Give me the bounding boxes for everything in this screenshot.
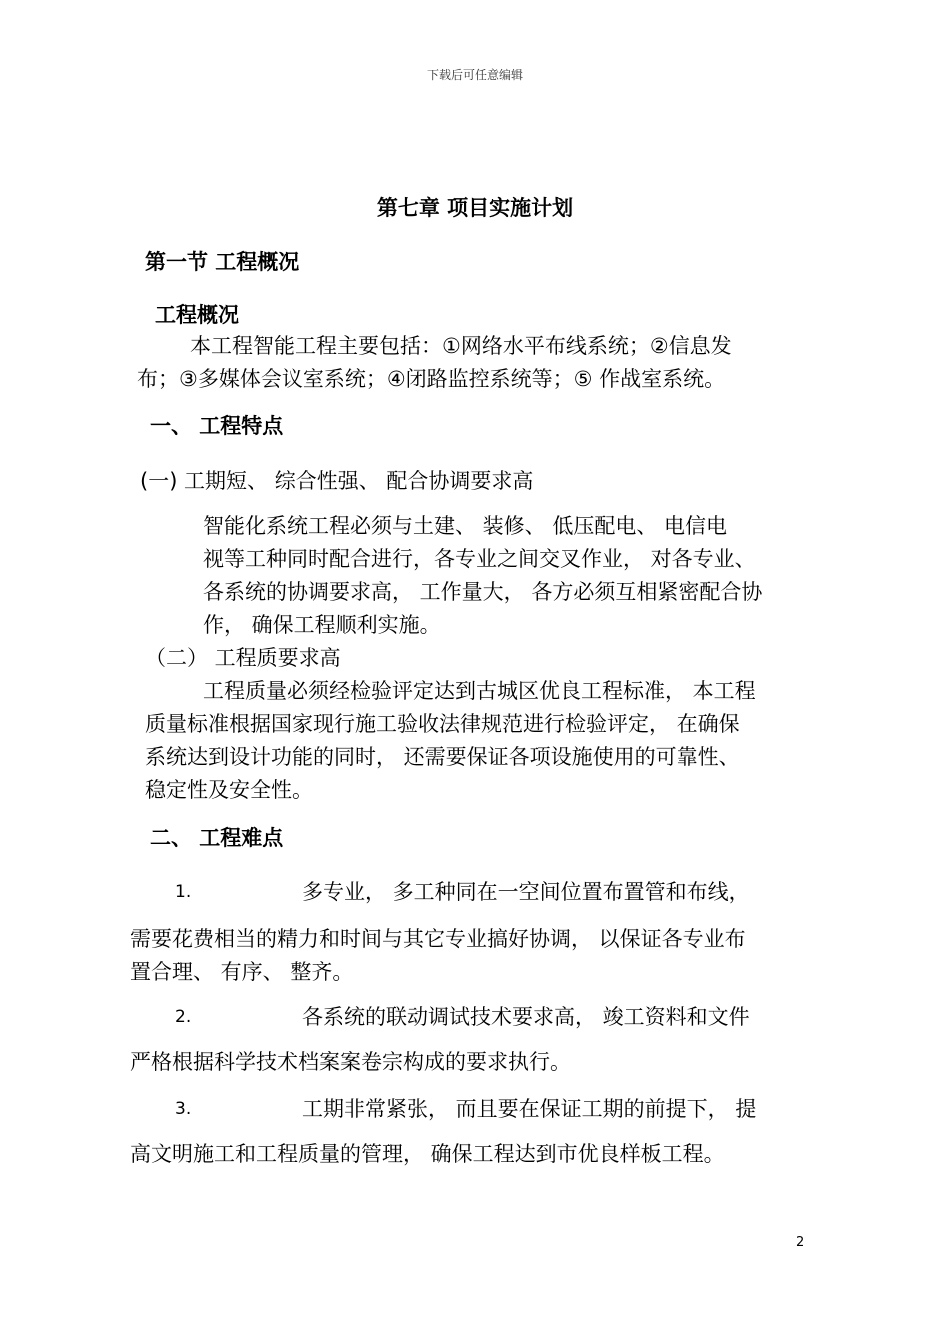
- paragraph-line: 作， 确保工程顺利实施。: [203, 613, 441, 637]
- subsection-title: (一) 工期短、 综合性强、 配合协调要求高: [140, 469, 534, 493]
- item-line: 需要花费相当的精力和时间与其它专业搞好协调， 以保证各专业布: [130, 927, 746, 951]
- item-line: 各系统的联动调试技术要求高， 竣工资料和文件: [302, 1005, 750, 1029]
- item-number: 3.: [175, 1099, 192, 1119]
- item-line: 高文明施工和工程质量的管理， 确保工程达到市优良样板工程。: [130, 1142, 725, 1166]
- overview-line: 本工程智能工程主要包括：①网络水平布线系统；②信息发: [190, 334, 732, 358]
- paragraph-line: 系统达到设计功能的同时， 还需要保证各项设施使用的可靠性、: [145, 745, 740, 769]
- subsection-title: （二） 工程质要求高: [145, 646, 341, 670]
- page-header: 下载后可任意编辑: [426, 68, 523, 82]
- item-number: 1.: [175, 882, 192, 902]
- overview-line: 布；③多媒体会议室系统；④闭路监控系统等；⑤ 作战室系统。: [137, 367, 726, 391]
- item-line: 置合理、 有序、 整齐。: [130, 960, 354, 984]
- paragraph-line: 质量标准根据国家现行施工验收法律规范进行检验评定， 在确保: [145, 712, 740, 736]
- paragraph-line: 各系统的协调要求高， 工作量大， 各方必须互相紧密配合协: [203, 580, 763, 604]
- item-line: 多专业， 多工种同在一空间位置布置管和布线，: [302, 880, 750, 904]
- item-line: 严格根据科学技术档案案卷宗构成的要求执行。: [130, 1050, 571, 1074]
- section-title: 第一节 工程概况: [145, 250, 300, 274]
- paragraph-line: 智能化系统工程必须与土建、 装修、 低压配电、 电信电: [203, 514, 728, 538]
- features-heading: 一、 工程特点: [150, 414, 284, 438]
- paragraph-line: 视等工种同时配合进行，各专业之间交叉作业， 对各专业、: [203, 547, 756, 571]
- page-number: 2: [796, 1235, 805, 1250]
- item-number: 2.: [175, 1007, 192, 1027]
- item-line: 工期非常紧张， 而且要在保证工期的前提下， 提: [302, 1097, 757, 1121]
- paragraph-line: 工程质量必须经检验评定达到古城区优良工程标准， 本工程: [203, 679, 756, 703]
- difficulties-heading: 二、 工程难点: [150, 826, 284, 850]
- overview-title: 工程概况: [155, 303, 239, 327]
- chapter-title: 第七章 项目实施计划: [376, 196, 574, 220]
- paragraph-line: 稳定性及安全性。: [145, 778, 313, 802]
